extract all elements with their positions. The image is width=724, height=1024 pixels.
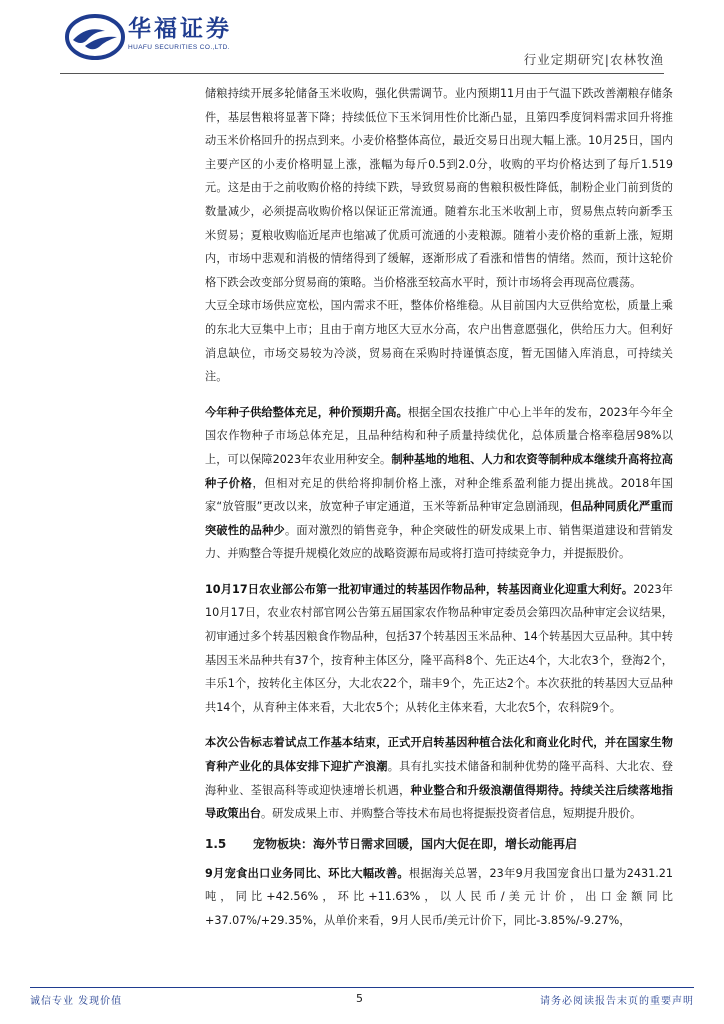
footer-disclaimer: 请务必阅读报告末页的重要声明	[540, 996, 694, 1007]
seed-supply-headline: 今年种子供给整体充足，种价预期升高。	[205, 405, 408, 419]
gmo-approval-headline: 10月17日农业部公布第一批初审通过的转基因作物品种，转基因商业化迎重大利好。	[205, 582, 634, 596]
paragraph-gmo-approval	[205, 578, 673, 720]
seed-supply-text-1: 根据全国农技推广中心上半年的发布，2023年今年全国农作物种子市场总体充足，且品种结构和种子质量持续优化，总体质量合格率稳居98%以上，可以保障2023年农业用种安全。	[205, 405, 673, 466]
paragraph-grain: 储粮持续开展多轮储备玉米收购，强化供需调节。业内预期11月由于气温下跌改善潮粮存储条件，基层售粮将显著下降；持续低位下玉米饲用性价比渐凸显，且第四季度饲料需求回升将推动玉米价格回升的拐点到来。小麦价格整体高位，最近交易日出现大幅上涨。10月25日，国内主要产区的小麦价格明显上涨，涨幅为每斤0.5到2.0分，收购的平均价格达到了每斤1.519元。这是由于之前收购价格的持续下跌，导致贸易商的售粮积极性降低，制粉企业门前到货的数量减少，必须提高收购价格以保证正常流通。随着东北玉米收割上市，贸易焦点转向新季玉米贸易；夏粮收购临近尾声也缩减了优质可流通的小麦粮源。随着小麦价格的重新上涨，短期内，市场中悲观和消极的情绪得到了缓解，逐渐形成了看涨和惜售的情绪。然而，预计这轮价格下跌会改变部分贸易商的策略。当价格涨至较高水平时，预计市场将会再现高位震荡。	[205, 87, 673, 289]
gmo-commercial-highlight: 种业整合和升级浪潮值得期待。持续关注后续落地指导政策出台	[205, 783, 673, 821]
footer-slogan: 诚信专业 发现价值	[30, 996, 123, 1007]
brand-name-en: HUAFU SECURITIES CO.,LTD.	[128, 44, 230, 51]
seed-variety-highlight: 但品种同质化严重而突破性的品种少	[205, 500, 673, 537]
page-number: 5	[356, 992, 363, 1005]
section-number: 1.5	[205, 836, 227, 851]
paragraph-gmo-commercial	[205, 731, 673, 825]
paragraph-pet-food	[205, 862, 673, 933]
seed-cost-highlight: 制种基地的地租、人力和农资等制种成本继续升高将拉高种子价格	[205, 452, 673, 490]
gmo-commercial-text-2: 。研发成果上市、并购整合等技术布局也将提振投资者信息，短期提升股价。	[260, 807, 642, 821]
report-body	[205, 82, 673, 933]
gmo-approval-text: 2023年10月17日，农业农村部官网公告第五届国家农作物品种审定委员会第四次品种审定会议结果，初审通过多个转基因粮食作物品种，包括37个转基因玉米品种、14个转基因大豆品种。其中转基因玉米品种共有37个，按育种主体区分，隆平高科8个、先正达4个，大北农3个，登海2个，丰乐1个，按转化主体区分，大北农22个，瑞丰9个，先正达2个。本次获批的转基因大豆品种共14个，从育种主体来看，大北农5个；从转化主体来看，大北农5个，农科院9个。	[205, 582, 673, 714]
footer-divider	[30, 987, 694, 988]
pet-food-headline: 9月宠食出口业务同比、环比大幅改善。	[205, 866, 409, 880]
section-title: 宠物板块：海外节日需求回暖，国内大促在即，增长动能再启	[253, 836, 578, 851]
paragraph-seed-supply	[205, 401, 673, 566]
report-category: 行业定期研究|农林牧渔	[523, 52, 664, 67]
header-divider	[60, 73, 664, 74]
seed-supply-text-2: ，但相对充足的供给将抑制价格上涨，对种企维系盈利能力提出挑战。2018年国家“放管服”更改以来，放宽种子审定通道，玉米等新品种审定急剧涌现，	[205, 476, 673, 514]
pet-food-text: 根据海关总署，23年9月我国宠食出口量为2431.21吨，同比+42.56%，环比+11.63%，以人民币/美元计价，出口金额同比+37.07%/+29.35%，从单价来看，9月人民币/美元计价下，同比-3.85%/-9.27%，	[205, 866, 673, 927]
page-header	[0, 0, 724, 95]
gmo-commercial-text-1: 。具有扎实技术储备和制种优势的隆平高科、大北农、登海种业、荃银高科等或迎快速增长机遇，	[205, 760, 673, 797]
brand-name-cn: 华福证券	[128, 16, 232, 42]
huafu-logo-icon	[65, 13, 125, 61]
seed-supply-text-3: 。面对激烈的销售竞争，种企突破性的研发成果上市、销售渠道建设和营销发力、并购整合等提升规模化效应的战略资源布局或将打造可持续竞争力，并提振股价。	[205, 523, 673, 561]
section-heading	[205, 832, 673, 856]
paragraph-soybean: 大豆全球市场供应宽松，国内需求不旺，整体价格维稳。从目前国内大豆供给宽松，质量上乘的东北大豆集中上市；且由于南方地区大豆水分高，农户出售意愿强化，供给压力大。但利好消息缺位，市场交易较为冷淡，贸易商在采购时持谨慎态度，暂无国储入库消息，可持续关注。	[205, 299, 673, 384]
gmo-commercial-headline: 本次公告标志着试点工作基本结束，正式开启转基因种植合法化和商业化时代，并在国家生物育种产业化的具体安排下迎扩产浪潮	[205, 736, 673, 774]
